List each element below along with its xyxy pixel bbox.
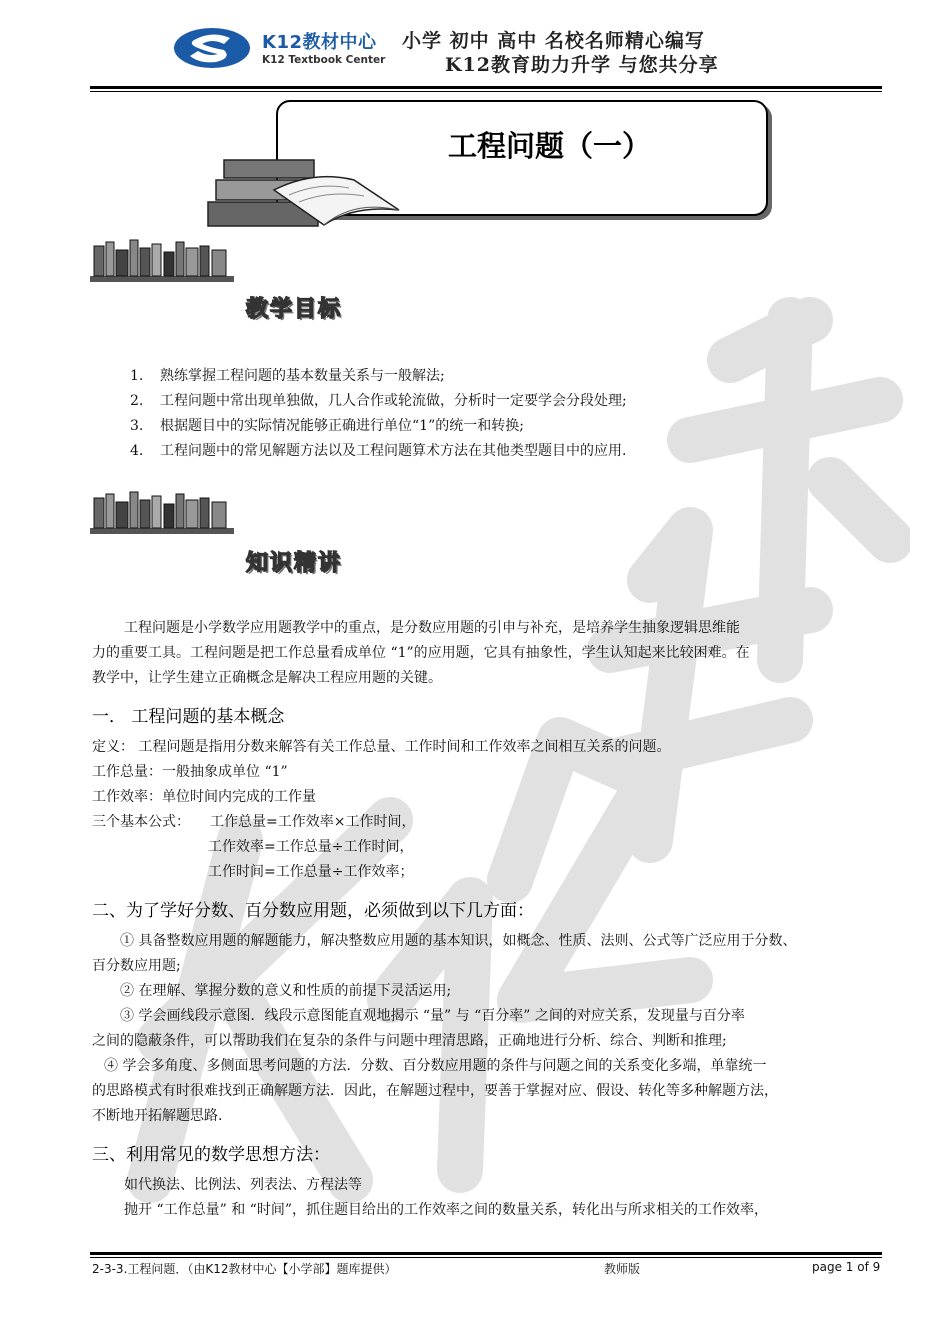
formula-time: 工作时间=工作总量÷工作效率； [208,864,414,880]
books-icon [204,150,404,240]
intro-line: 工程问题是小学数学应用题教学中的重点，是分数应用题的引申与补充，是培养学生抽象逻辑思维能 [124,620,740,636]
page-number: page 1 of 9 [812,1260,881,1274]
list-item: 3. 根据题目中的实际情况能够正确进行单位“1”的统一和转换; [130,418,524,434]
tip-line: 百分数应用题; [92,958,181,974]
goals-list [130,364,870,464]
bookshelf-icon [90,490,234,536]
heading-study-tips: 二、为了学好分数、百分数应用题，必须做到以下几方面： [92,901,534,921]
header-slogan-line1: 小学 初中 高中 名校名师精心编写 [402,30,705,52]
bookshelf-icon [90,238,234,284]
list-item: 1. 熟练掌握工程问题的基本数量关系与一般解法; [130,368,445,384]
definition-text: 定义： 工程问题是指用分数来解答有关工作总量、工作时间和工作效率之间相互关系的问题。 [92,739,671,755]
footer-edition: 教师版 [604,1262,641,1276]
formula-total: 工作总量=工作效率×工作时间， [210,814,416,830]
brand-name-english: K12 Textbook Center [262,54,386,66]
methods-line: 抛开 “工作总量” 和 “时间”，抓住题目给出的工作效率之间的数量关系，转化出与所求相关的工作效率， [124,1202,768,1218]
k12-logo-icon [172,26,252,70]
tip-line: ② 在理解、掌握分数的意义和性质的前提下灵活运用; [120,983,452,999]
tip-line: ③ 学会画线段示意图．线段示意图能直观地揭示 “量” 与 “百分率” 之间的对应关系，发现量与百分率 [120,1008,745,1024]
section-heading-goals: 教学目标 [246,297,343,322]
methods-line: 如代换法、比例法、列表法、方程法等 [124,1177,362,1193]
header-divider-thin [90,91,882,92]
footer-divider [90,1252,882,1255]
section-heading-knowledge: 知识精讲 [246,551,343,576]
tip-line: ④ 学会多角度、多侧面思考问题的方法．分数、百分数应用题的条件与问题之间的关系变化多端，单靠统一 [104,1058,767,1074]
brand-name: K12教材中心 [262,32,377,53]
formula-efficiency: 工作效率=工作总量÷工作时间， [208,839,414,855]
tip-line: 不断地开拓解题思路. [92,1108,223,1124]
intro-line: 教学中，让学生建立正确概念是解决工程应用题的关键。 [92,670,442,686]
tip-line: ① 具备整数应用题的解题能力，解决整数应用题的基本知识，如概念、性质、法则、公式等广泛应用于分数、 [120,933,797,949]
heading-math-methods: 三、利用常见的数学思想方法： [92,1145,330,1165]
efficiency-text: 工作效率：单位时间内完成的工作量 [92,789,316,805]
list-item: 2. 工程问题中常出现单独做，几人合作或轮流做，分析时一定要学会分段处理; [130,393,627,409]
formulas-label: 三个基本公式： [92,814,190,830]
intro-line: 力的重要工具。工程问题是把工作总量看成单位 “1”的应用题，它具有抽象性，学生认知起来比较困难。在 [92,645,750,661]
tip-line: 之间的隐蔽条件，可以帮助我们在复杂的条件与问题中理清思路，正确地进行分析、综合、判断和推理; [92,1033,727,1049]
header-divider [90,86,882,89]
footer-divider-thin [90,1257,882,1258]
page-title: 工程问题（一） [448,129,652,163]
footer-source: 2-3-3.工程问题．（由K12教材中心【小学部】题库提供） [92,1262,397,1276]
heading-basic-concepts: 一． 工程问题的基本概念 [92,707,285,727]
header-slogan-line2: K12教育助力升学 与您共分享 [445,54,719,76]
list-item: 4. 工程问题中的常见解题方法以及工程问题算术方法在其他类型题目中的应用. [130,443,627,459]
tip-line: 的思路模式有时很难找到正确解题方法．因此，在解题过程中，要善于掌握对应、假设、转化等多种解题方法， [92,1083,778,1099]
total-work-text: 工作总量：一般抽象成单位 “1” [92,764,288,780]
